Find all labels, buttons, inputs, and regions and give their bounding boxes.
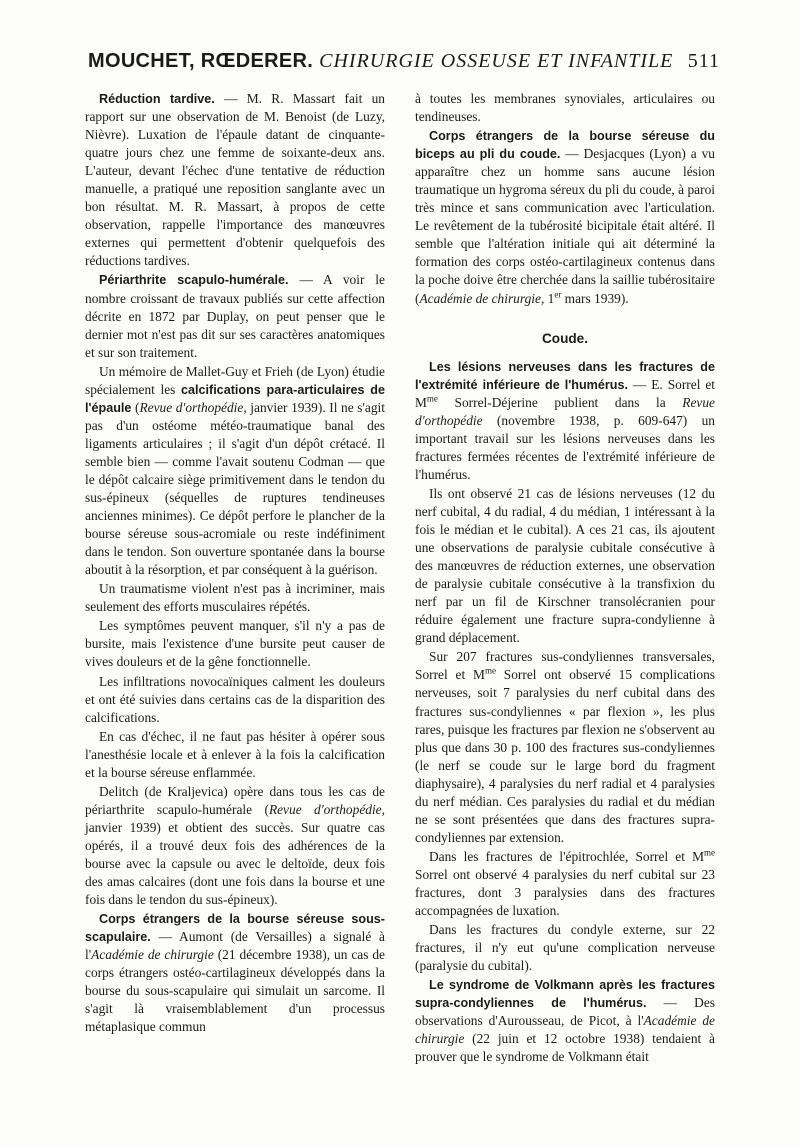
paragraph-text: , janvier 1939) et obtient des succès. Sur quatre cas opérés, il a trouvé deux fois des adhérences de la bourse avec la capsule ou avec le deltoïde, deux fois des amas calcaires (dont une fois dans la bourse et une fois dans le tendon du sus-épineux). (85, 801, 385, 908)
superscript: er (554, 289, 562, 300)
paragraph-heading: Le syndrome de Volkmann après les fractures supra-condyliennes de l'humérus. (415, 978, 715, 1011)
paragraph-text: Un mémoire de Mallet-Guy et Frieh (de Lyon) étudie spécialement les (85, 363, 385, 397)
paragraph-text: (21 décembre 1938), un cas de corps étrangers ostéo-cartilagineux développés dans la bourse du sous-scapulaire qui simulait un sarcome. Il s'agit là vraisemblablement d'un processus métaplasique commun (85, 947, 385, 1035)
paragraph-text: — M. R. Massart fait un rapport sur une observation de M. Benoist (de Luzy, Nièvre). Luxation de l'épaule datant de cinquante-quatre jours chez une femme de soixante-deux ans. L'auteur, devant l'échec d'une tentative de réduction manuelle, a pratiqué une reposition sanglante avec un bon résultat. M. R. Massart, à propos de cette observation, rappelle l'importance des manœuvres externes qui permettent d'obtenir quelquefois des réductions tardives. (85, 91, 385, 269)
running-header (88, 50, 720, 80)
paragraph-text: ( (131, 399, 140, 415)
paragraph (415, 127, 715, 307)
paragraph (85, 783, 385, 909)
journal-title: Revue d'orthopédie (268, 801, 382, 817)
superscript: me (426, 393, 438, 404)
paragraph (415, 648, 715, 847)
paragraph-heading: Réduction tardive. (99, 92, 215, 106)
paragraph-heading: Corps étrangers de la bourse séreuse du biceps au pli du coude. (415, 129, 715, 162)
paragraph-text: — Aumont (de Versailles) a signalé à l' (85, 929, 385, 963)
right-column (415, 90, 715, 1067)
journal-title: Académie de chirurgie (415, 1013, 715, 1047)
paragraph: Ils ont observé 21 cas de lésions nerveuses (12 du nerf cubital, 4 du radial, 4 du médian, 1 intéressant à la fois le médian et le cubital). A ces 21 cas, ils ajoutent une observations de paralysie cubitale consécutive à des manœuvres de réduction externes, une observation de paralysie cubitale consécutive à la transfixion du nerf par un fil de Kirschner transolécranien pour réduire également une fracture supra-condylienne à grand déplacement. (415, 485, 715, 646)
paragraph-text: Sorrel ont observé 4 paralysies du nerf cubital sur 23 fractures, dont 3 paralysies dans des fractures accompagnées de luxation. (415, 866, 715, 919)
paragraph-heading: Les lésions nerveuses dans les fractures de l'extrémité inférieure de l'humérus. (415, 359, 715, 392)
paragraph (415, 358, 715, 484)
paragraph-text: , janvier 1939). Il ne s'agit pas d'un ostéome météo-traumatique banal des ligaments articulaires ; il s'agit d'un dépôt crétacé. Il semble bien — comme l'avait soutenu Codman — que le dépôt calcaire siège primitivement dans le tendon du sus-épineux (séquelles de ruptures tendineuses anciennes minimes). Ce dépôt perfore le plancher de la bourse séreuse sous-acromiale ou reste indéfiniment dans le tendon. Son ouverture spontanée dans la bourse aboutit à la résorption, et par conséquent à la guérison. (85, 399, 385, 578)
paragraph (85, 271, 385, 361)
superscript: me (704, 847, 715, 858)
paragraph (85, 910, 385, 1036)
paragraph-text: Delitch (de Kraljevica) opère dans tous les cas de périarthrite scapulo-humérale ( (85, 783, 385, 817)
paragraph: En cas d'échec, il ne faut pas hésiter à opérer sous l'anesthésie locale et à enlever à la fois la calcification et la bourse séreuse enflammée. (85, 728, 385, 780)
superscript: me (484, 665, 496, 676)
paragraph-text: — Desjacques (Lyon) a vu apparaître chez un homme sans aucune lésion traumatique un hygroma séreux du pli du coude, à paroi très mince et sans communication avec l'articulation. Le revêtement de la tubérosité bicipitale était altéré. Il semble que l'altération initiale qui ait déterminé la formation des corps ostéo-cartilagineux contenus dans la poche doive être cherchée dans la saillie tubérositaire ( (415, 146, 715, 306)
paragraph (85, 363, 385, 580)
paragraph: à toutes les membranes synoviales, articulaires ou tendineuses. (415, 91, 715, 125)
paragraph: Dans les fractures du condyle externe, sur 22 fractures, il n'y eut qu'une complication nerveuse (paralysie du cubital). (415, 922, 715, 974)
journal-title: Revue d'orthopédie (415, 394, 715, 428)
paragraph-text: (22 juin et 12 octobre 1938) tendaient à prouver que le syndrome de Volkmann était (415, 1031, 715, 1065)
paragraph-text: — E. Sorrel et M (415, 376, 716, 410)
left-column (85, 90, 385, 1037)
paragraph (415, 976, 715, 1066)
section-heading: Coude. (541, 330, 589, 346)
paragraph-heading: Périarthrite scapulo-humérale. (99, 273, 289, 288)
journal-title: Académie de chirurgie (91, 947, 214, 963)
journal-title: Académie de chirurgie (419, 290, 541, 306)
paragraph-heading: calcifications para-articulaires de l'épaule (85, 382, 385, 415)
paragraph-text: Sorrel-Déjerine publient dans la (437, 394, 683, 410)
header-authors: MOUCHET, RŒDERER. (88, 50, 314, 72)
paragraph-text: Sur 207 fractures sus-condyliennes transversales, Sorrel et M (415, 649, 715, 683)
paragraph: Les infiltrations novocaïniques calment les douleurs et ont été suivies dans certains cas de la disparition des calcifications. (85, 673, 385, 725)
paragraph-text: — A voir le nombre croissant de travaux publiés sur cette affection décrite en 1872 par Duplay, on peut penser que le dernier mot n'est pas dit sur ses caractères anatomiques et sur son traitement. (85, 272, 385, 360)
journal-title: Revue d'orthopédie (139, 399, 244, 415)
paragraph-text: (novembre 1938, p. 609-647) un important travail sur les lésions nerveuses dans les fractures fermées récentes de l'extrémité inférieure de l'humérus. (415, 412, 715, 482)
paragraph: Les symptômes peuvent manquer, s'il n'y a pas de bursite, mais l'existence d'une bursite peut causer de vives douleurs et de la gêne fonctionnelle. (85, 618, 385, 670)
paragraph (415, 848, 715, 920)
paragraph (85, 90, 385, 270)
paragraph-text: — Des observations d'Aurousseau, de Picot, à l' (415, 995, 715, 1029)
header-title: CHIRURGIE OSSEUSE ET INFANTILE (319, 50, 674, 72)
paragraph-heading: Corps étrangers de la bourse séreuse sous-scapulaire. (85, 912, 385, 945)
paragraph-text: , 1 (540, 290, 555, 306)
paragraph-text: mars 1939). (561, 290, 629, 306)
paragraph-text: Sorrel ont observé 15 complications nerveuses, soit 7 paralysies du nerf cubital dans des fractures sus-condyliennes « par flexion », les plus rares, puisque les fractures par flexion ne s'observent au plus que dans 30 p. 100 des fractures sus-condyliennes (le nerf se coude sur le large bord du fragment diaphysaire), 4 paralysies du nerf radial et 4 paralysies du nerf médian. Ces paralysies du radial et du médian ne se sont présentées que dans des fractures supra-condyliennes par extension. (415, 667, 715, 845)
page-number: 511 (687, 50, 720, 72)
paragraph: Un traumatisme violent n'est pas à incriminer, mais seulement des efforts musculaires répétés. (85, 581, 385, 615)
paragraph-text: Dans les fractures de l'épitrochlée, Sorrel et M (429, 848, 704, 864)
